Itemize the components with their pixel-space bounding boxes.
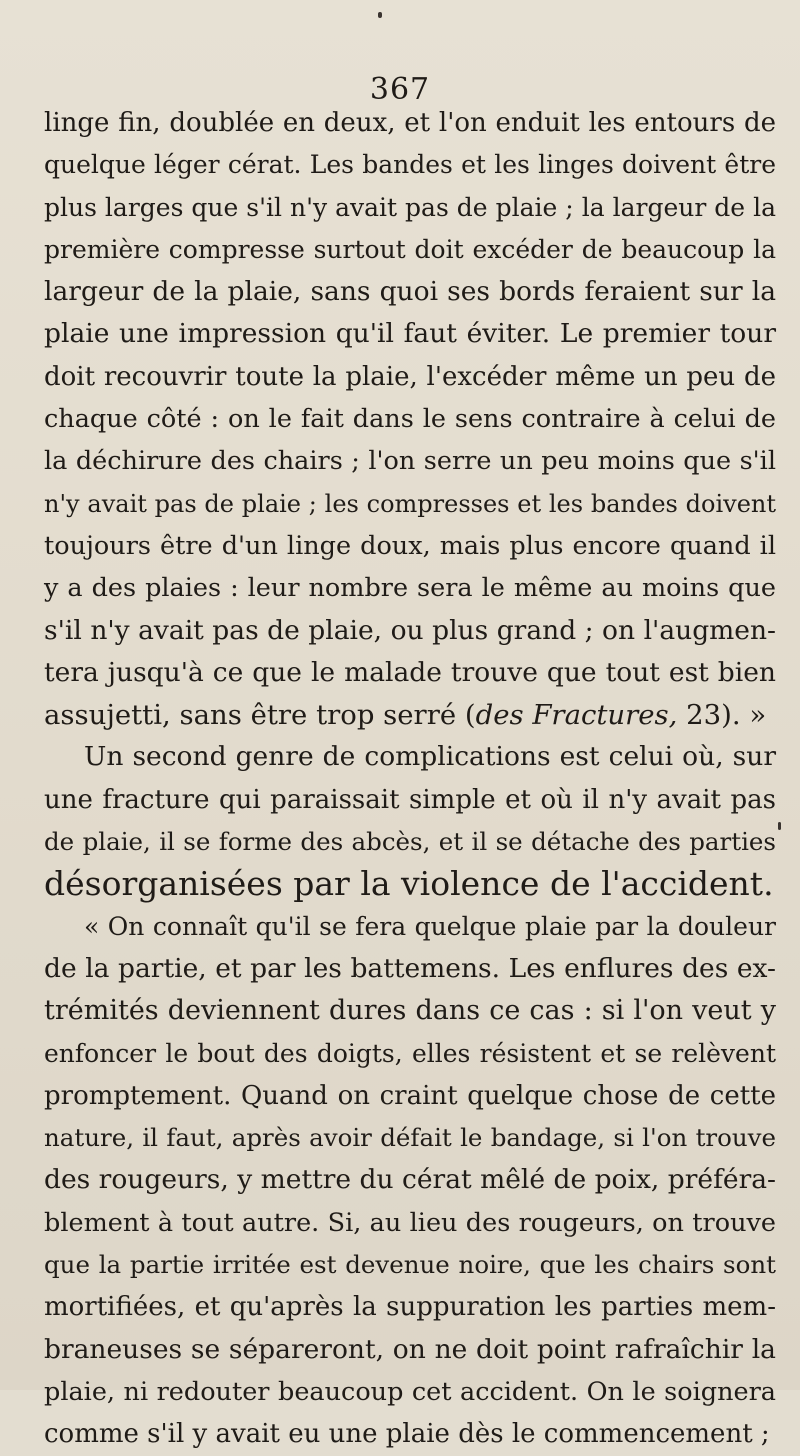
paragraph-start-line: « On connaît qu'il se fera quelque plaie par la douleur — [84, 911, 776, 941]
paragraph-start-line: Un second genre de complications est celui où, sur — [84, 741, 776, 773]
body-text — [44, 102, 776, 1456]
text-line: comme s'il y avait eu une plaie dès le commencement ; — [44, 1419, 770, 1450]
text-line: de la partie, et par les battemens. Les enflures des ex- — [44, 952, 776, 984]
text-line: nature, il faut, après avoir défait le bandage, si l'on trouve — [44, 1123, 776, 1153]
text-line: chaque côté : on le fait dans le sens contraire à celui de — [44, 404, 776, 435]
text-line: n'y avait pas de plaie ; les compresses et les bandes doivent — [44, 489, 776, 518]
text-line: que la partie irritée est devenue noire, que les chairs sont — [44, 1250, 776, 1280]
text-line: largeur de la plaie, sans quoi ses bords feraient sur la — [44, 276, 776, 308]
text-line: doit recouvrir toute la plaie, l'excéder même un peu de — [44, 361, 776, 392]
text-line: mortifiées, et qu'après la suppuration les parties mem- — [44, 1292, 776, 1323]
ink-speck — [778, 822, 781, 830]
citation-title: des Fractures, — [475, 699, 678, 732]
text-run: assujetti, sans être trop serré ( — [44, 699, 476, 732]
text-line: la déchirure des chairs ; l'on serre un peu moins que s'il — [44, 446, 776, 477]
text-line: blement à tout autre. Si, au lieu des rougeurs, on trouve — [44, 1207, 776, 1238]
text-line: enfoncer le bout des doigts, elles résistent et se relèvent — [44, 1038, 776, 1068]
text-line: promptement. Quand on craint quelque chose de cette — [44, 1080, 776, 1111]
text-line: désorganisées par la violence de l'accident. — [44, 864, 774, 904]
text-line — [44, 694, 776, 736]
text-line: quelque léger cérat. Les bandes et les linges doivent être — [44, 150, 776, 180]
text-line: y a des plaies : leur nombre sera le même au moins que — [44, 573, 776, 604]
text-line: une fracture qui paraissait simple et où il n'y avait pas — [44, 784, 776, 815]
text-run: 23). » — [677, 699, 767, 732]
text-line: linge fin, doublée en deux, et l'on enduit les entours de — [44, 108, 776, 138]
text-line: trémités deviennent dures dans ce cas : si l'on veut y — [44, 995, 776, 1027]
text-line: tera jusqu'à ce que le malade trouve que tout est bien — [44, 656, 776, 688]
text-line: plaie une impression qu'il faut éviter. Le premier tour — [44, 318, 776, 350]
text-line: plus larges que s'il n'y avait pas de plaie ; la largeur de la — [44, 192, 776, 222]
ink-speck — [378, 12, 382, 18]
text-line: s'il n'y avait pas de plaie, ou plus grand ; on l'augmen- — [44, 614, 776, 646]
text-line: de plaie, il se forme des abcès, et il se détache des parties — [44, 827, 776, 857]
text-line: toujours être d'un linge doux, mais plus encore quand il — [44, 530, 776, 561]
text-line: braneuses se sépareront, on ne doit point rafraîchir la — [44, 1333, 776, 1365]
page-number: 367 — [369, 72, 431, 107]
text-line: des rougeurs, y mettre du cérat mêlé de poix, préféra- — [44, 1164, 776, 1196]
text-line: première compresse surtout doit excéder de beaucoup la — [44, 234, 776, 264]
text-line: plaie, ni redouter beaucoup cet accident. On le soignera — [44, 1376, 776, 1407]
